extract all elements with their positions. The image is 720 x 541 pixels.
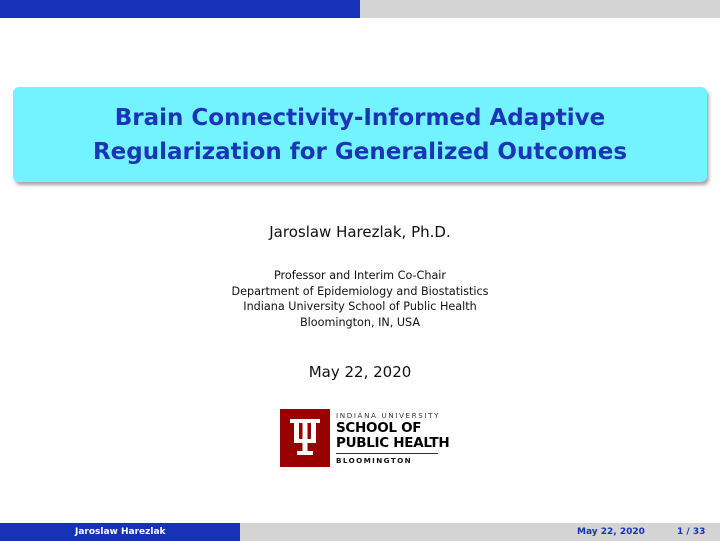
affiliation-line: Professor and Interim Co-Chair	[273, 269, 447, 282]
affiliation-line: Department of Epidemiology and Biostatistics	[231, 284, 489, 298]
iu-school-of-public-health-logo	[280, 409, 450, 467]
logo-line-public-health: PUBLIC HEALTH	[336, 435, 450, 451]
logo-wordmark	[336, 411, 450, 465]
affiliation-line: Bloomington, IN, USA	[299, 315, 421, 329]
title-line-1: Brain Connectivity-Informed Adaptive	[114, 104, 606, 131]
author-name: Jaroslaw Harezlak, Ph.D.	[269, 223, 451, 241]
title-line-2: Regularization for Generalized Outcomes	[92, 138, 628, 165]
top-navigation-bar	[0, 0, 720, 18]
footer-left-section	[0, 523, 240, 541]
title-block	[13, 87, 707, 182]
affiliation-line: Indiana University School of Public Health	[243, 300, 477, 313]
logo-line-school: SCHOOL OF	[336, 420, 422, 436]
logo-line-university: INDIANA UNIVERSITY	[336, 411, 441, 420]
footer-author: Jaroslaw Harezlak	[75, 527, 166, 537]
footer-right-section	[240, 523, 720, 541]
top-bar-section-current	[0, 0, 360, 18]
logo-line-campus: BLOOMINGTON	[336, 456, 413, 465]
logo-divider	[336, 453, 438, 454]
affiliation-block	[0, 268, 720, 330]
iu-trident-icon	[280, 409, 330, 467]
footer-date: May 22, 2020	[577, 527, 645, 537]
footer-page-number: 1 / 33	[677, 527, 706, 537]
top-bar-section-rest	[360, 0, 720, 18]
presentation-date: May 22, 2020	[308, 363, 412, 381]
footer-bar	[0, 523, 720, 541]
